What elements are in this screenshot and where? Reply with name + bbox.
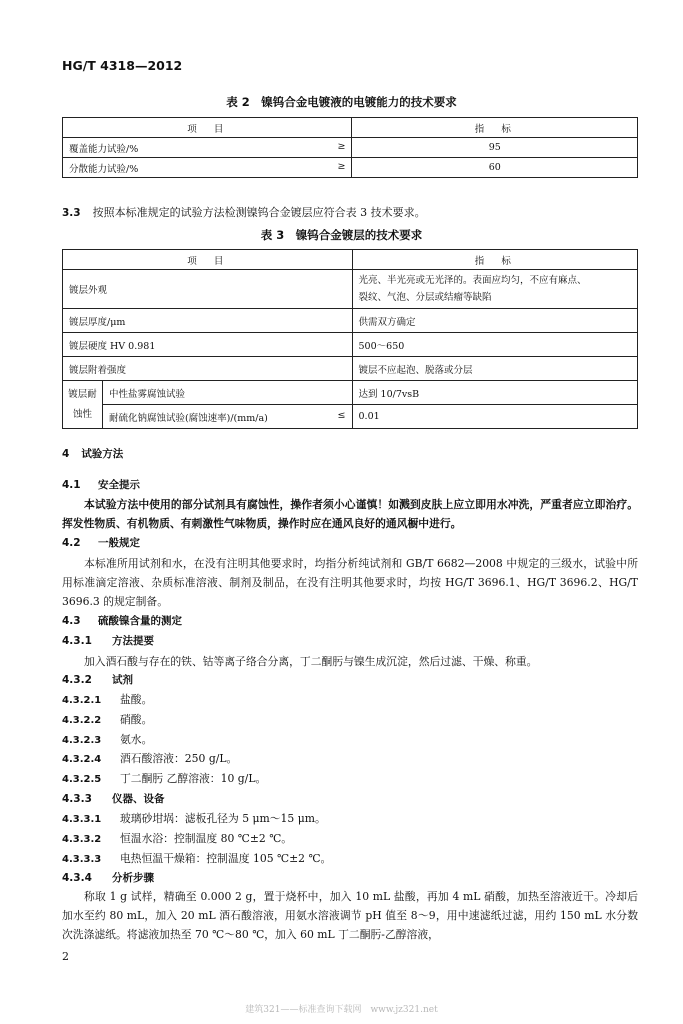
list-item: [62, 732, 152, 747]
table3-header-row: [63, 250, 638, 270]
section-4-3-1-title: 方法提要: [112, 635, 154, 647]
section-3-3-num: 3.3: [62, 207, 81, 219]
section-4-1-text: 本试验方法中使用的部分试剂具有腐蚀性，操作者须小心谨慎！如溅到皮肤上应立即用水冲洗，严重者应立即治疗。挥发性物质、有机物质、有刺激性气味物质，操作时应在通风良好的通风橱中进行。: [62, 498, 638, 530]
section-4-title: 试验方法: [81, 448, 124, 460]
section-4-heading: [62, 446, 123, 461]
section-4-3-1-text: 加入酒石酸与存在的铁、钴等离子络合分离，丁二酮肟与镍生成沉淀，然后过滤、干燥、称重。: [84, 655, 538, 668]
table2-row1-item: 覆盖能力试验/%: [69, 143, 139, 155]
reagent-2-num: 4.3.2.2: [62, 715, 102, 726]
table3-adhesion-value: 镀层不应起泡、脱落或分层: [352, 357, 637, 381]
table3-corrosion-group-line1: 镀层耐: [68, 388, 97, 400]
section-4-1-num: 4.1: [62, 479, 81, 491]
table2-col-item: 项 目: [63, 118, 352, 138]
table-row: [63, 158, 638, 178]
list-item: [62, 692, 152, 707]
table-row: [63, 381, 638, 405]
table2-row2-item: 分散能力试验/%: [69, 163, 139, 175]
section-4-2-title: 一般规定: [98, 537, 140, 549]
list-item: [62, 811, 326, 826]
table3-sulfide-op: ≤: [337, 409, 346, 421]
table3: [62, 249, 638, 429]
table2-row2-value: 60: [352, 158, 638, 178]
table-row: [63, 270, 638, 309]
section-4-2-num: 4.2: [62, 537, 81, 549]
list-item: [62, 831, 292, 846]
instrument-2-num: 4.3.3.2: [62, 834, 102, 845]
reagent-5-text: 丁二酮肟 乙醇溶液：10 g/L。: [120, 772, 267, 785]
table2-row1-op: ≥: [337, 140, 346, 152]
table3-appearance-value-line1: 光亮、半光亮或无光泽的。表面应均匀，不应有麻点、: [358, 275, 587, 286]
instrument-1-text: 玻璃砂坩埚：滤板孔径为 5 μm～15 μm。: [120, 812, 326, 825]
table3-hardness-item: 镀层硬度 HV 0.981: [63, 333, 353, 357]
table2: [62, 117, 638, 178]
instrument-3-num: 4.3.3.3: [62, 854, 102, 865]
table-row: [63, 405, 638, 429]
table3-adhesion-item: 镀层附着强度: [63, 357, 353, 381]
section-4-3-title: 硫酸镍含量的测定: [98, 615, 182, 627]
table2-col-value: 指 标: [352, 118, 638, 138]
table2-header-row: [63, 118, 638, 138]
instrument-1-num: 4.3.3.1: [62, 814, 102, 825]
section-4-3-2-num: 4.3.2: [62, 674, 92, 686]
list-item: [62, 851, 331, 866]
reagent-1-num: 4.3.2.1: [62, 695, 102, 706]
section-4-3-num: 4.3: [62, 615, 81, 627]
table-row: [63, 357, 638, 381]
section-4-3-3-heading: [62, 791, 165, 806]
section-4-3-4-num: 4.3.4: [62, 872, 92, 884]
section-4-1-title: 安全提示: [98, 479, 140, 491]
table-row: [63, 309, 638, 333]
section-4-3-2-title: 试剂: [112, 674, 133, 686]
table2-caption: 表 2 镍钨合金电镀液的电镀能力的技术要求: [226, 95, 457, 109]
reagent-4-text: 酒石酸溶液：250 g/L。: [120, 752, 238, 765]
table3-appearance-value-line2: 裂纹、气泡、分层或结瘤等缺陷: [358, 292, 492, 303]
table3-col-value: 指 标: [352, 250, 637, 270]
instrument-3-text: 电热恒温干燥箱：控制温度 105 ℃±2 ℃。: [120, 852, 332, 865]
section-4-3-2-heading: [62, 672, 133, 687]
section-4-3-1-heading: [62, 633, 154, 648]
reagent-1-text: 盐酸。: [120, 693, 153, 706]
reagent-3-text: 氨水。: [120, 733, 153, 746]
table3-thickness-item: 镀层厚度/μm: [63, 309, 353, 333]
section-4-2-heading: [62, 535, 140, 550]
list-item: [62, 712, 152, 727]
section-3-3: [62, 203, 638, 223]
section-4-3-1-num: 4.3.1: [62, 635, 92, 647]
section-4-3-4-heading: [62, 870, 154, 885]
section-4-3-4-text: 称取 1 g 试样，精确至 0.000 2 g，置于烧杯中，加入 10 mL 盐酸，再加 4 mL 硝酸，加热至溶液近干。冷却后加水至约 80 mL，加入 20 mL 酒石酸溶液，用氨水溶液调节 pH 值至 8～9，用中速滤纸过滤，用约 150 mL 水分数次洗涤滤纸。将滤液加热至 70 ℃～80 ℃，加入 60 mL 丁二酮肟-乙醇溶液，: [62, 890, 638, 941]
reagent-3-num: 4.3.2.3: [62, 735, 102, 746]
table3-caption: 表 3 镍钨合金镀层的技术要求: [260, 228, 423, 242]
list-item: [62, 771, 266, 786]
section-4-3-4-title: 分析步骤: [112, 872, 154, 884]
table3-sulfide-value: 0.01: [352, 405, 637, 429]
table3-corrosion-group-line2: 蚀性: [72, 408, 92, 420]
standard-code: HG/T 4318—2012: [62, 58, 183, 73]
table3-sulfide-item: 耐硫化钠腐蚀试验(腐蚀速率)/(mm/a): [108, 412, 268, 424]
table-row: [63, 138, 638, 158]
instrument-2-text: 恒温水浴：控制温度 80 ℃±2 ℃。: [120, 832, 293, 845]
table3-appearance-item: 镀层外观: [63, 270, 353, 309]
footer-watermark: 建筑321——标准查询下载网 www.jz321.net: [245, 1005, 438, 1015]
reagent-2-text: 硝酸。: [120, 713, 153, 726]
table3-appearance-value: [352, 270, 637, 309]
table-row: [63, 333, 638, 357]
page-number: 2: [62, 950, 69, 963]
section-4-2-text: 本标准所用试剂和水，在没有注明其他要求时，均指分析纯试剂和 GB/T 6682—2008 中规定的三级水，试验中所用标准滴定溶液、杂质标准溶液、制剂及制品，在没有注明其他要求时，均按 HG/T 3696.1、HG/T 3696.2、HG/T 3696.3 的规定制备。: [62, 557, 638, 608]
reagent-5-num: 4.3.2.5: [62, 774, 102, 785]
table3-thickness-value: 供需双方确定: [352, 309, 637, 333]
table3-hardness-value: 500～650: [352, 333, 637, 357]
table2-row1-value: 95: [352, 138, 638, 158]
table3-col-item: 项 目: [63, 250, 353, 270]
section-3-3-text: 按照本标准规定的试验方法检测镍钨合金镀层应符合表 3 技术要求。: [92, 206, 426, 219]
reagent-4-num: 4.3.2.4: [62, 754, 102, 765]
section-4-num: 4: [62, 448, 70, 460]
section-4-3-3-title: 仪器、设备: [112, 793, 165, 805]
table3-salt-value: 达到 10/7vsB: [352, 381, 637, 405]
section-4-3-heading: [62, 613, 182, 628]
section-4-3-3-num: 4.3.3: [62, 793, 92, 805]
table2-row2-op: ≥: [337, 160, 346, 172]
list-item: [62, 751, 237, 766]
section-4-1-heading: [62, 477, 140, 492]
table3-salt-item: 中性盐雾腐蚀试验: [102, 381, 352, 405]
table3-corrosion-group: [63, 381, 103, 429]
